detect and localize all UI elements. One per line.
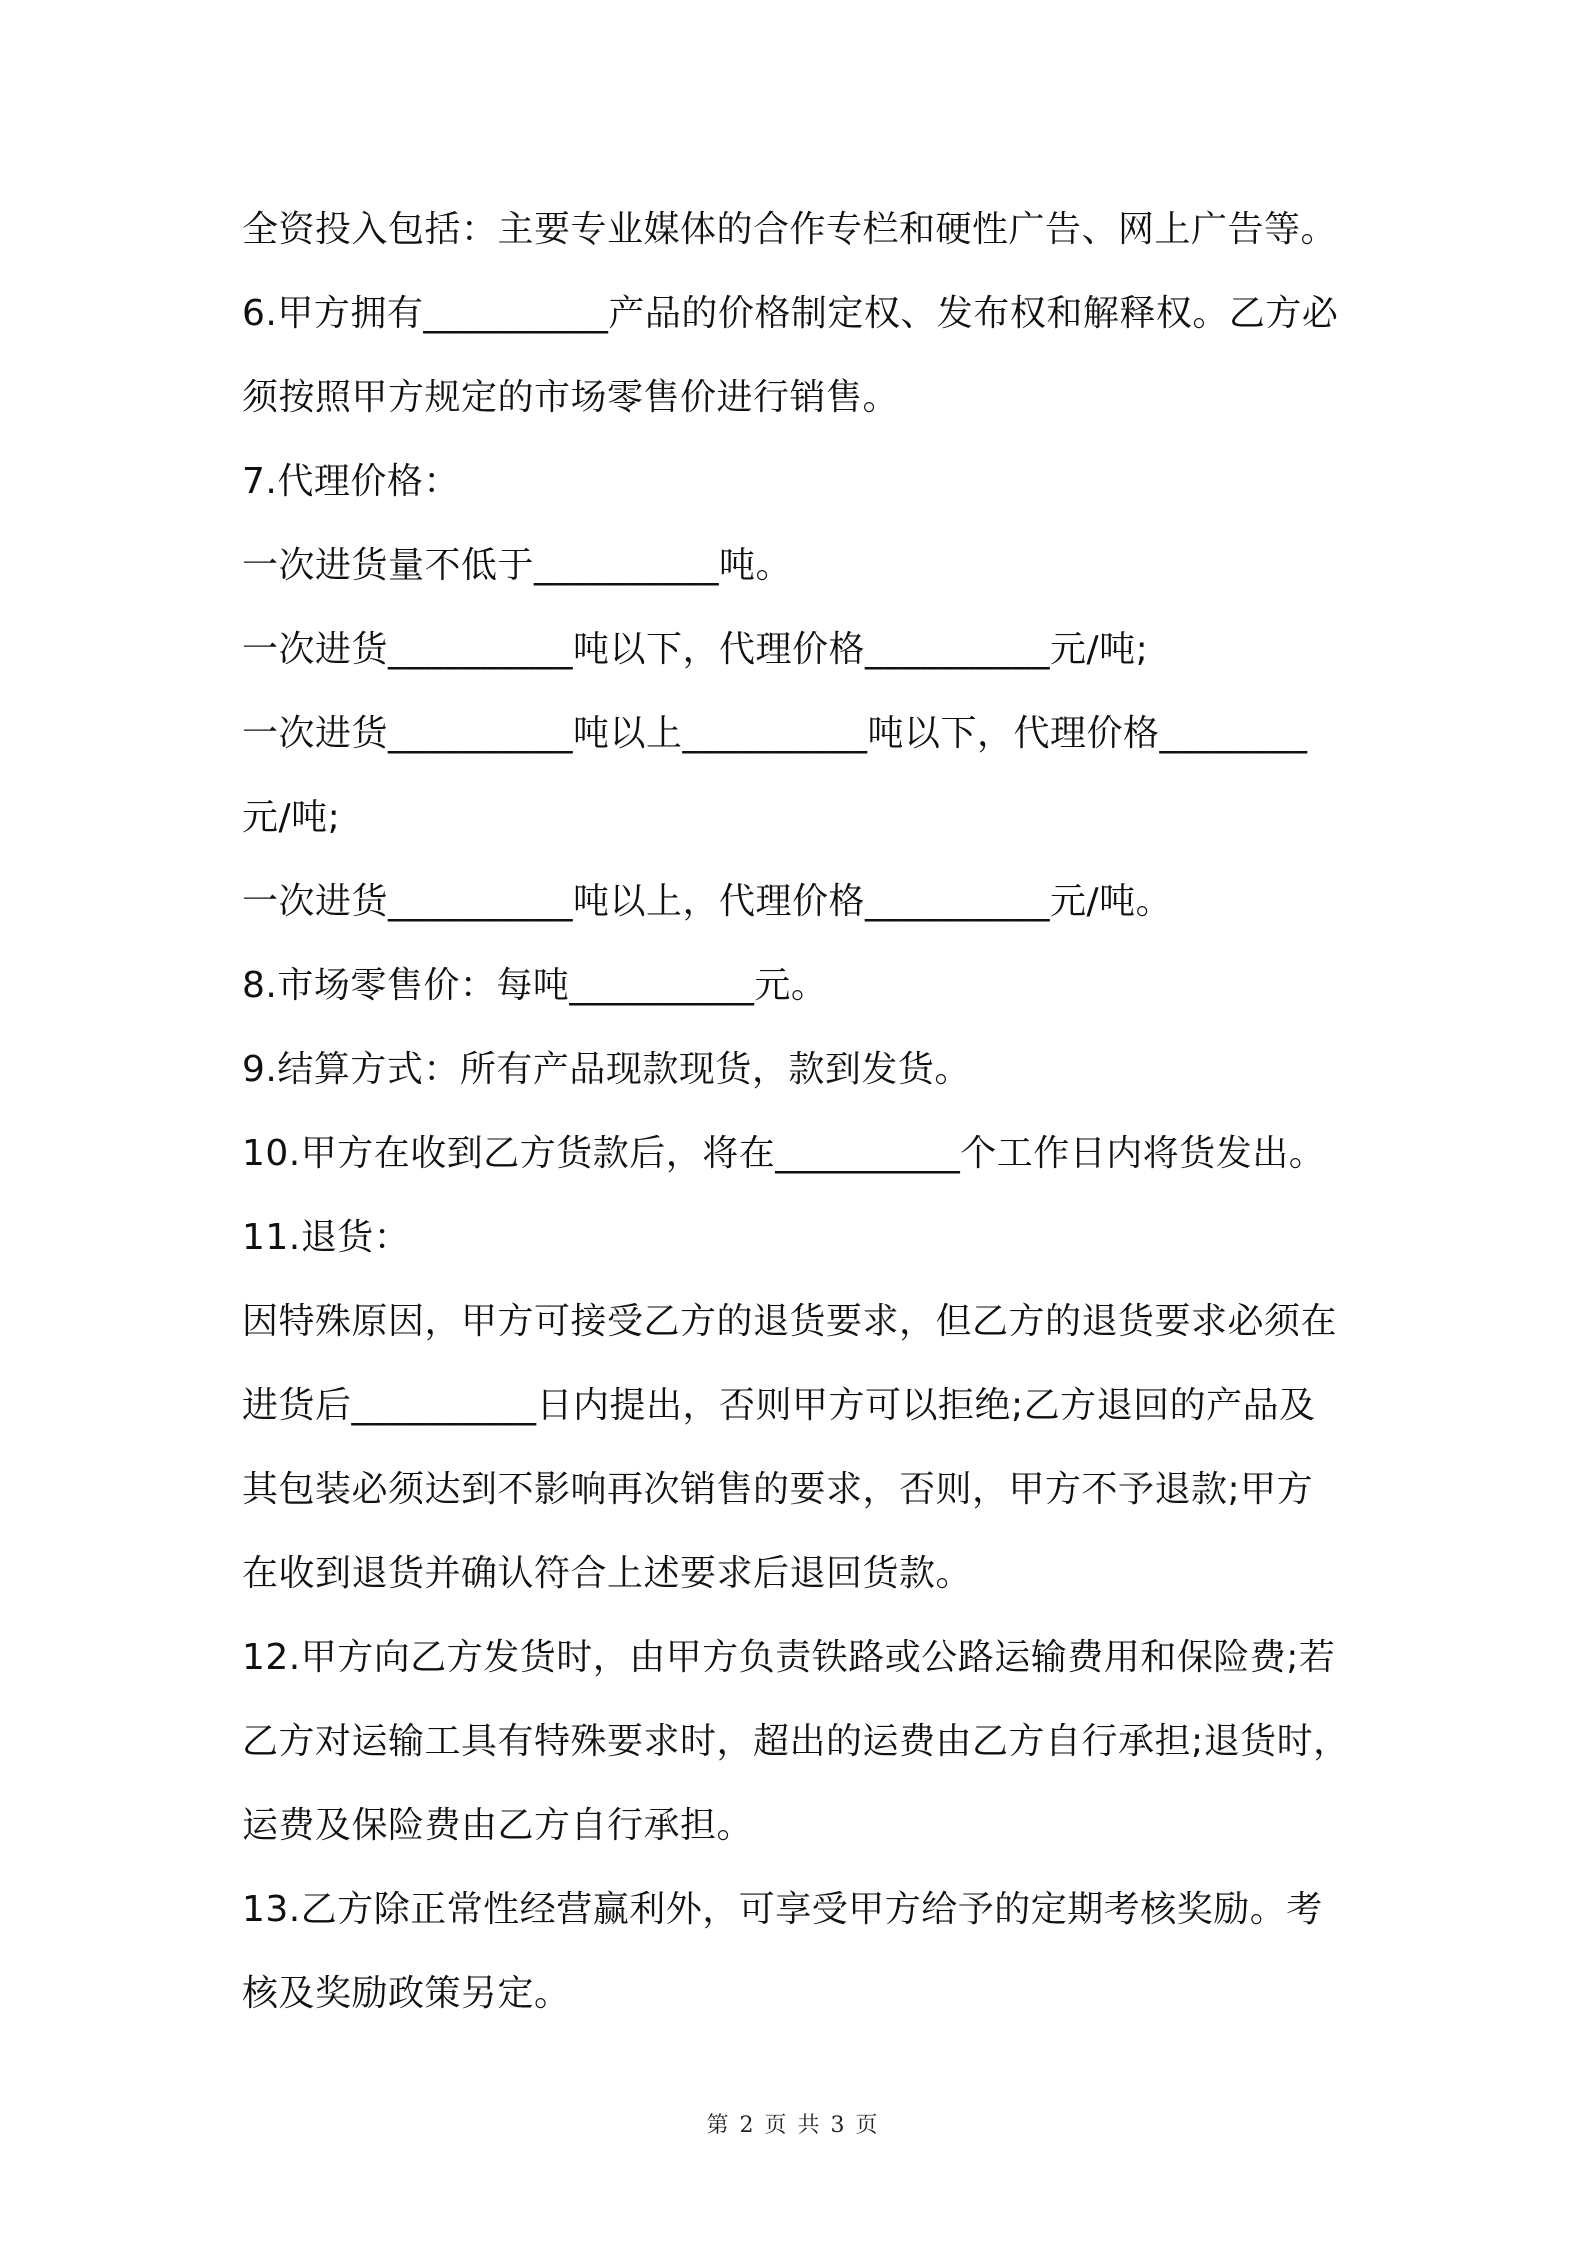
- text-line-15: 进货后__________日内提出，否则甲方可以拒绝;乙方退回的产品及: [242, 1385, 1316, 1426]
- text-line-11: 9.结算方式：所有产品现款现货，款到发货。: [242, 1049, 971, 1090]
- text-line-6: 一次进货__________吨以下，代理价格__________元/吨;: [242, 629, 1149, 670]
- text-line-20: 运费及保险费由乙方自行承担。: [242, 1805, 754, 1846]
- text-line-21: 13.乙方除正常性经营赢利外，可享受甲方给予的定期考核奖励。考: [242, 1889, 1323, 1930]
- text-line-19: 乙方对运输工具有特殊要求时，超出的运费由乙方自行承担;退货时，: [242, 1721, 1350, 1762]
- text-line-13: 11.退货：: [242, 1217, 411, 1258]
- text-line-1: 全资投入包括：主要专业媒体的合作专栏和硬性广告、网上广告等。: [242, 209, 1338, 250]
- text-line-10: 8.市场零售价：每吨__________元。: [242, 965, 828, 1006]
- text-line-3: 须按照甲方规定的市场零售价进行销售。: [242, 377, 900, 418]
- text-line-18: 12.甲方向乙方发货时，由甲方负责铁路或公路运输费用和保险费;若: [242, 1637, 1336, 1678]
- text-line-5: 一次进货量不低于__________吨。: [242, 545, 793, 586]
- text-line-17: 在收到退货并确认符合上述要求后退回货款。: [242, 1553, 973, 1594]
- text-line-4: 7.代理价格：: [242, 461, 460, 502]
- text-line-2: 6.甲方拥有__________产品的价格制定权、发布权和解释权。乙方必: [242, 293, 1339, 334]
- text-line-22: 核及奖励政策另定。: [242, 1973, 571, 2014]
- text-line-12: 10.甲方在收到乙方货款后，将在__________个工作日内将货发出。: [242, 1133, 1326, 1174]
- text-line-9: 一次进货__________吨以上，代理价格__________元/吨。: [242, 881, 1173, 922]
- text-line-7: 一次进货__________吨以上__________吨以下，代理价格________: [242, 713, 1308, 754]
- text-line-8: 元/吨;: [242, 797, 341, 838]
- text-line-14: 因特殊原因，甲方可接受乙方的退货要求，但乙方的退货要求必须在: [242, 1301, 1338, 1342]
- text-line-16: 其包装必须达到不影响再次销售的要求，否则，甲方不予退款;甲方: [242, 1469, 1314, 1510]
- document-page: [242, 0, 1367, 2244]
- page-number-footer: 第 2 页 共 3 页: [706, 2113, 880, 2138]
